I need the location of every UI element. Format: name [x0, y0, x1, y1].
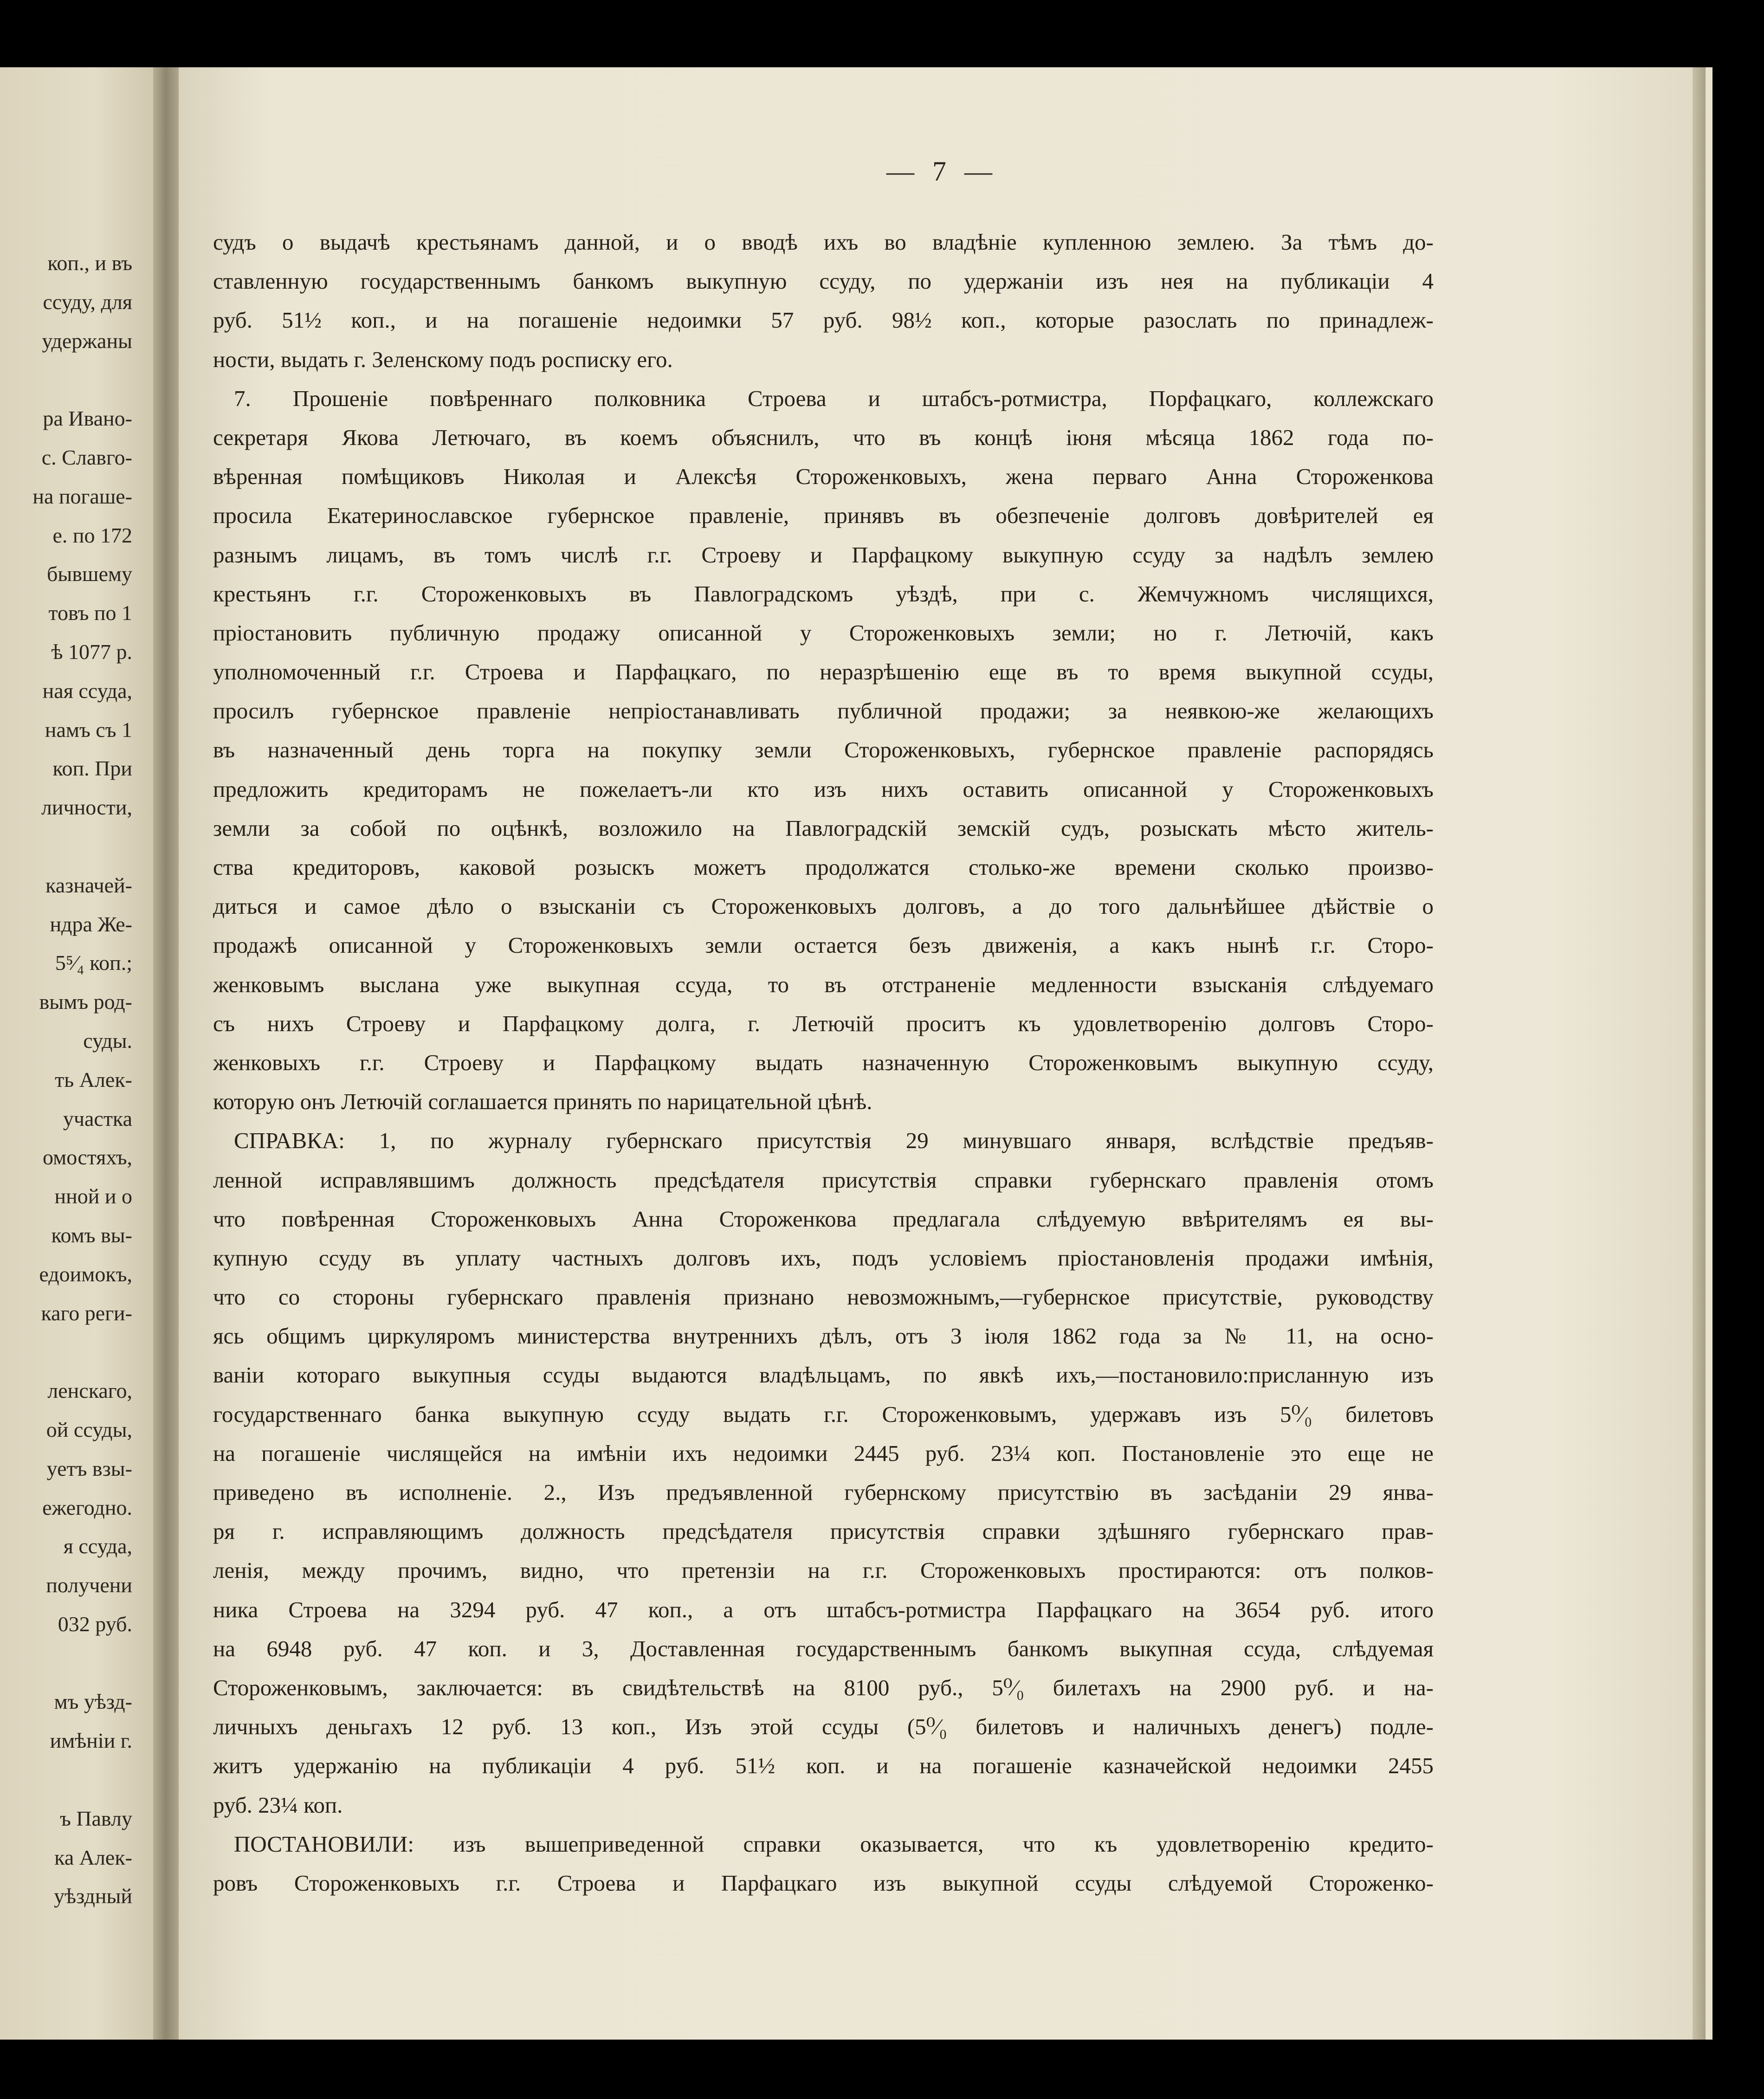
left-page-line: казначей- [45, 873, 132, 897]
left-page-line: намъ съ 1 [45, 717, 132, 742]
left-page-line: омостяхъ, [43, 1145, 132, 1169]
left-page-line: ная ссуда, [42, 678, 132, 703]
text-line: судъ о выдачѣ крестьянамъ данной, и о вводѣ ихъ во владѣнiе купленною землею. За тѣмъ до- [213, 229, 1434, 255]
left-page-line: мъ уѣзд- [54, 1690, 132, 1714]
left-page-line: коп., и въ [47, 251, 132, 275]
book-gutter [153, 67, 181, 2040]
page-number: — 7 — [886, 156, 998, 187]
text-line: руб. 23¼ коп. [213, 1792, 343, 1818]
text-line: уполномоченный г.г. Строева и Парфацкаго, по неразрѣшенiю еще въ то время выкупной ссуды, [213, 659, 1434, 685]
text-line: крестьянъ г.г. Стороженковыхъ въ Павлоградскомъ уѣздѣ, при с. Жемчужномъ числящихся, [213, 581, 1434, 607]
left-page-line [2, 360, 132, 399]
left-page-line: вымъ род- [39, 990, 132, 1014]
right-page [179, 67, 1706, 2040]
left-page-line: ъ Павлу [60, 1806, 132, 1830]
text-line: секретаря Якова Летючаго, въ коемъ объяснилъ, что въ концѣ iюня мѣсяца 1862 года по- [213, 424, 1434, 450]
text-line: ПОСТАНОВИЛИ: изъ вышеприведенной справки оказывается, что къ удовлетворенiю кредито- [234, 1831, 1434, 1857]
text-line: которую онъ Летючiй соглашается принять по нарицательной цѣнѣ. [213, 1089, 872, 1115]
left-page-line: 032 руб. [58, 1612, 132, 1636]
left-page-line: коп. При [52, 756, 132, 781]
text-line: ровъ Стороженковыхъ г.г. Строева и Парфацкаго изъ выкупной ссуды слѣдуемой Стороженко- [213, 1870, 1434, 1896]
text-line: приведено въ исполненiе. 2., Изъ предъявленной губернскому присутствiю въ засѣданiи 29 янва- [213, 1479, 1434, 1505]
text-line: съ нихъ Строеву и Парфацкому долга, г. Летючiй проситъ къ удовлетворенiю долговъ Сторо- [213, 1010, 1434, 1036]
text-line: ника Строева на 3294 руб. 47 коп., а отъ штабсъ-ротмистра Парфацкаго на 3654 руб. итого [213, 1596, 1434, 1622]
text-line: ясь общимъ циркуляромъ министерства внутреннихъ дѣлъ, отъ 3 iюля 1862 года за № 11, на осно- [213, 1323, 1434, 1349]
text-line: СПРАВКА: 1, по журналу губернскаго присутствiя 29 минувшаго января, вслѣдствiе предъяв- [234, 1128, 1434, 1154]
left-page-line: нной и о [54, 1184, 132, 1208]
text-line: диться и самое дѣло о взысканiи съ Стороженковыхъ долговъ, а до того дальнѣйшее дѣйствiе о [213, 893, 1434, 919]
left-page-line: ка Алек- [54, 1845, 132, 1869]
left-page-line: удержаны [42, 329, 132, 353]
page-edge [1693, 67, 1706, 2040]
left-page-line [2, 1644, 132, 1683]
text-line: женковыхъ г.г. Строеву и Парфацкому выдать назначенную Стороженковымъ выкупную ссуду, [213, 1049, 1434, 1075]
left-page-line: ой ссуды, [46, 1417, 132, 1441]
text-line: женковымъ выслана уже выкупная ссуда, то въ отстраненiе медленности взысканiя слѣдуемаго [213, 971, 1434, 997]
left-page-line [2, 1760, 132, 1799]
left-page-line [2, 1332, 132, 1371]
text-line: ности, выдать г. Зеленскому подъ росписку его. [213, 346, 673, 372]
text-line: на 6948 руб. 47 коп. и 3, Доставленная государственнымъ банкомъ выкупная ссуда, слѣдуемая [213, 1635, 1434, 1661]
text-line: ленiя, между прочимъ, видно, что претензiи на г.г. Стороженковыхъ простираются: отъ полков- [213, 1557, 1434, 1583]
left-page-line: ѣ 1077 р. [51, 639, 132, 664]
left-page-line: бывшему [47, 562, 132, 586]
text-line: Стороженковымъ, заключается: въ свидѣтельствѣ на 8100 руб., 5⁰⁄₀ билетахъ на 2900 руб. и на- [213, 1674, 1434, 1700]
left-page-line: едоимокъ, [39, 1262, 132, 1286]
left-page [0, 67, 158, 2040]
left-page-line: ть Алек- [55, 1067, 132, 1091]
left-page-line: получени [46, 1573, 132, 1597]
main-text-body [213, 223, 1434, 1903]
text-line: что со стороны губернскаго правленiя признано невозможнымъ,—губернское присутствiе, руководству [213, 1284, 1434, 1310]
left-page-line: уѣздный [54, 1884, 132, 1908]
left-page-line: е. по 172 [52, 523, 132, 547]
text-line: ставленную государственнымъ банкомъ выкупную ссуду, по удержанiи изъ нея на публикацiи 4 [213, 268, 1434, 294]
left-page-line: ндра Же- [50, 912, 132, 936]
left-page-line [2, 827, 132, 866]
text-line: земли за собой по оцѣнкѣ, возложило на Павлоградскiй земскiй судъ, розыскать мѣсто житель- [213, 815, 1434, 841]
text-line: ря г. исправляющимъ должность предсѣдателя присутствiя справки здѣшняго губернскаго прав- [213, 1518, 1434, 1544]
text-line: ства кредиторовъ, каковой розыскъ можетъ продолжатся столько-же времени сколько произво- [213, 854, 1434, 880]
left-page-line: 5⁵⁄₄ коп.; [55, 951, 132, 975]
left-page-line: ссуду, для [43, 290, 132, 314]
left-page-line: товъ по 1 [48, 601, 132, 625]
text-line: предложить кредиторамъ не пожелаетъ-ли кто изъ нихъ оставить описанной у Стороженковыхъ [213, 776, 1434, 802]
text-line: житъ удержанiю на публикацiи 4 руб. 51½ коп. и на погашенiе казначейской недоимки 2455 [213, 1753, 1434, 1779]
left-page-line: каго реги- [41, 1301, 132, 1325]
text-line: ленной исправлявшимъ должность предсѣдателя присутствiя справки губернскаго правленiя отомъ [213, 1167, 1434, 1193]
text-line: просила Екатеринославское губернское правленiе, принявъ въ обезпеченiе долговъ довѣрителей ея [213, 503, 1434, 529]
text-line: на погашенiе числящейся на имѣнiи ихъ недоимки 2445 руб. 23¼ коп. Постановленiе это еще не [213, 1440, 1434, 1466]
text-line: вѣренная помѣщиковъ Николая и Алексѣя Стороженковыхъ, жена перваго Анна Стороженкова [213, 464, 1434, 490]
left-page-line: комъ вы- [51, 1223, 132, 1247]
left-page-line: с. Славго- [41, 445, 132, 469]
left-page-line: участка [63, 1106, 132, 1130]
text-line: ванiи котораго выкупныя ссуды выдаются владѣльцамъ, по явкѣ ихъ,—постановило:присланную изъ [213, 1362, 1434, 1388]
left-page-line: суды. [83, 1028, 132, 1053]
left-page-line: личности, [41, 795, 132, 820]
text-line: государственнаго банка выкупную ссуду выдать г.г. Стороженковымъ, удержавъ изъ 5⁰⁄₀ билетовъ [213, 1401, 1434, 1427]
text-line: руб. 51½ коп., и на погашенiе недоимки 57 руб. 98½ коп., которые разослать по принадлеж- [213, 307, 1434, 333]
text-line: 7. Прошенiе повѣреннаго полковника Строева и штабсъ-ротмистра, Порфацкаго, коллежскаго [234, 385, 1434, 411]
text-line: разнымъ лицамъ, въ томъ числѣ г.г. Строеву и Парфацкому выкупную ссуду за надѣлъ землею [213, 542, 1434, 568]
text-line: купную ссуду въ уплату частныхъ долговъ ихъ, подъ условiемъ прiостановленiя продажи имѣнiя, [213, 1245, 1434, 1271]
scanned-book-spread [0, 67, 1712, 2040]
left-page-line: ленскаго, [47, 1379, 132, 1403]
left-page-line: уетъ взы- [46, 1456, 132, 1480]
text-line: продажѣ описанной у Стороженковыхъ земли остается безъ движенiя, а какъ нынѣ г.г. Сторо- [213, 932, 1434, 958]
left-page-line: имѣнiи г. [50, 1729, 132, 1753]
text-line: личныхъ деньгахъ 12 руб. 13 коп., Изъ этой ссуды (5⁰⁄₀ билетовъ и наличныхъ денегъ) подле- [213, 1714, 1434, 1740]
text-line: что повѣренная Стороженковыхъ Анна Стороженкова предлагала слѣдуемую ввѣрителямъ ея вы- [213, 1206, 1434, 1232]
left-page-line: на погаше- [32, 484, 132, 508]
text-line: прiостановить публичную продажу описанной у Стороженковыхъ земли; но г. Летючiй, какъ [213, 620, 1434, 646]
left-page-text-fragments [2, 244, 132, 1916]
left-page-line: ежегодно. [42, 1495, 132, 1519]
text-line: просилъ губернское правленiе непрiостанавливать публичной продажи; за неявкою-же желающихъ [213, 698, 1434, 724]
left-page-line: ра Ивано- [43, 407, 132, 431]
text-line: въ назначенный день торга на покупку земли Стороженковыхъ, губернское правленiе распорядясь [213, 737, 1434, 763]
left-page-line: я ссуда, [63, 1534, 132, 1558]
